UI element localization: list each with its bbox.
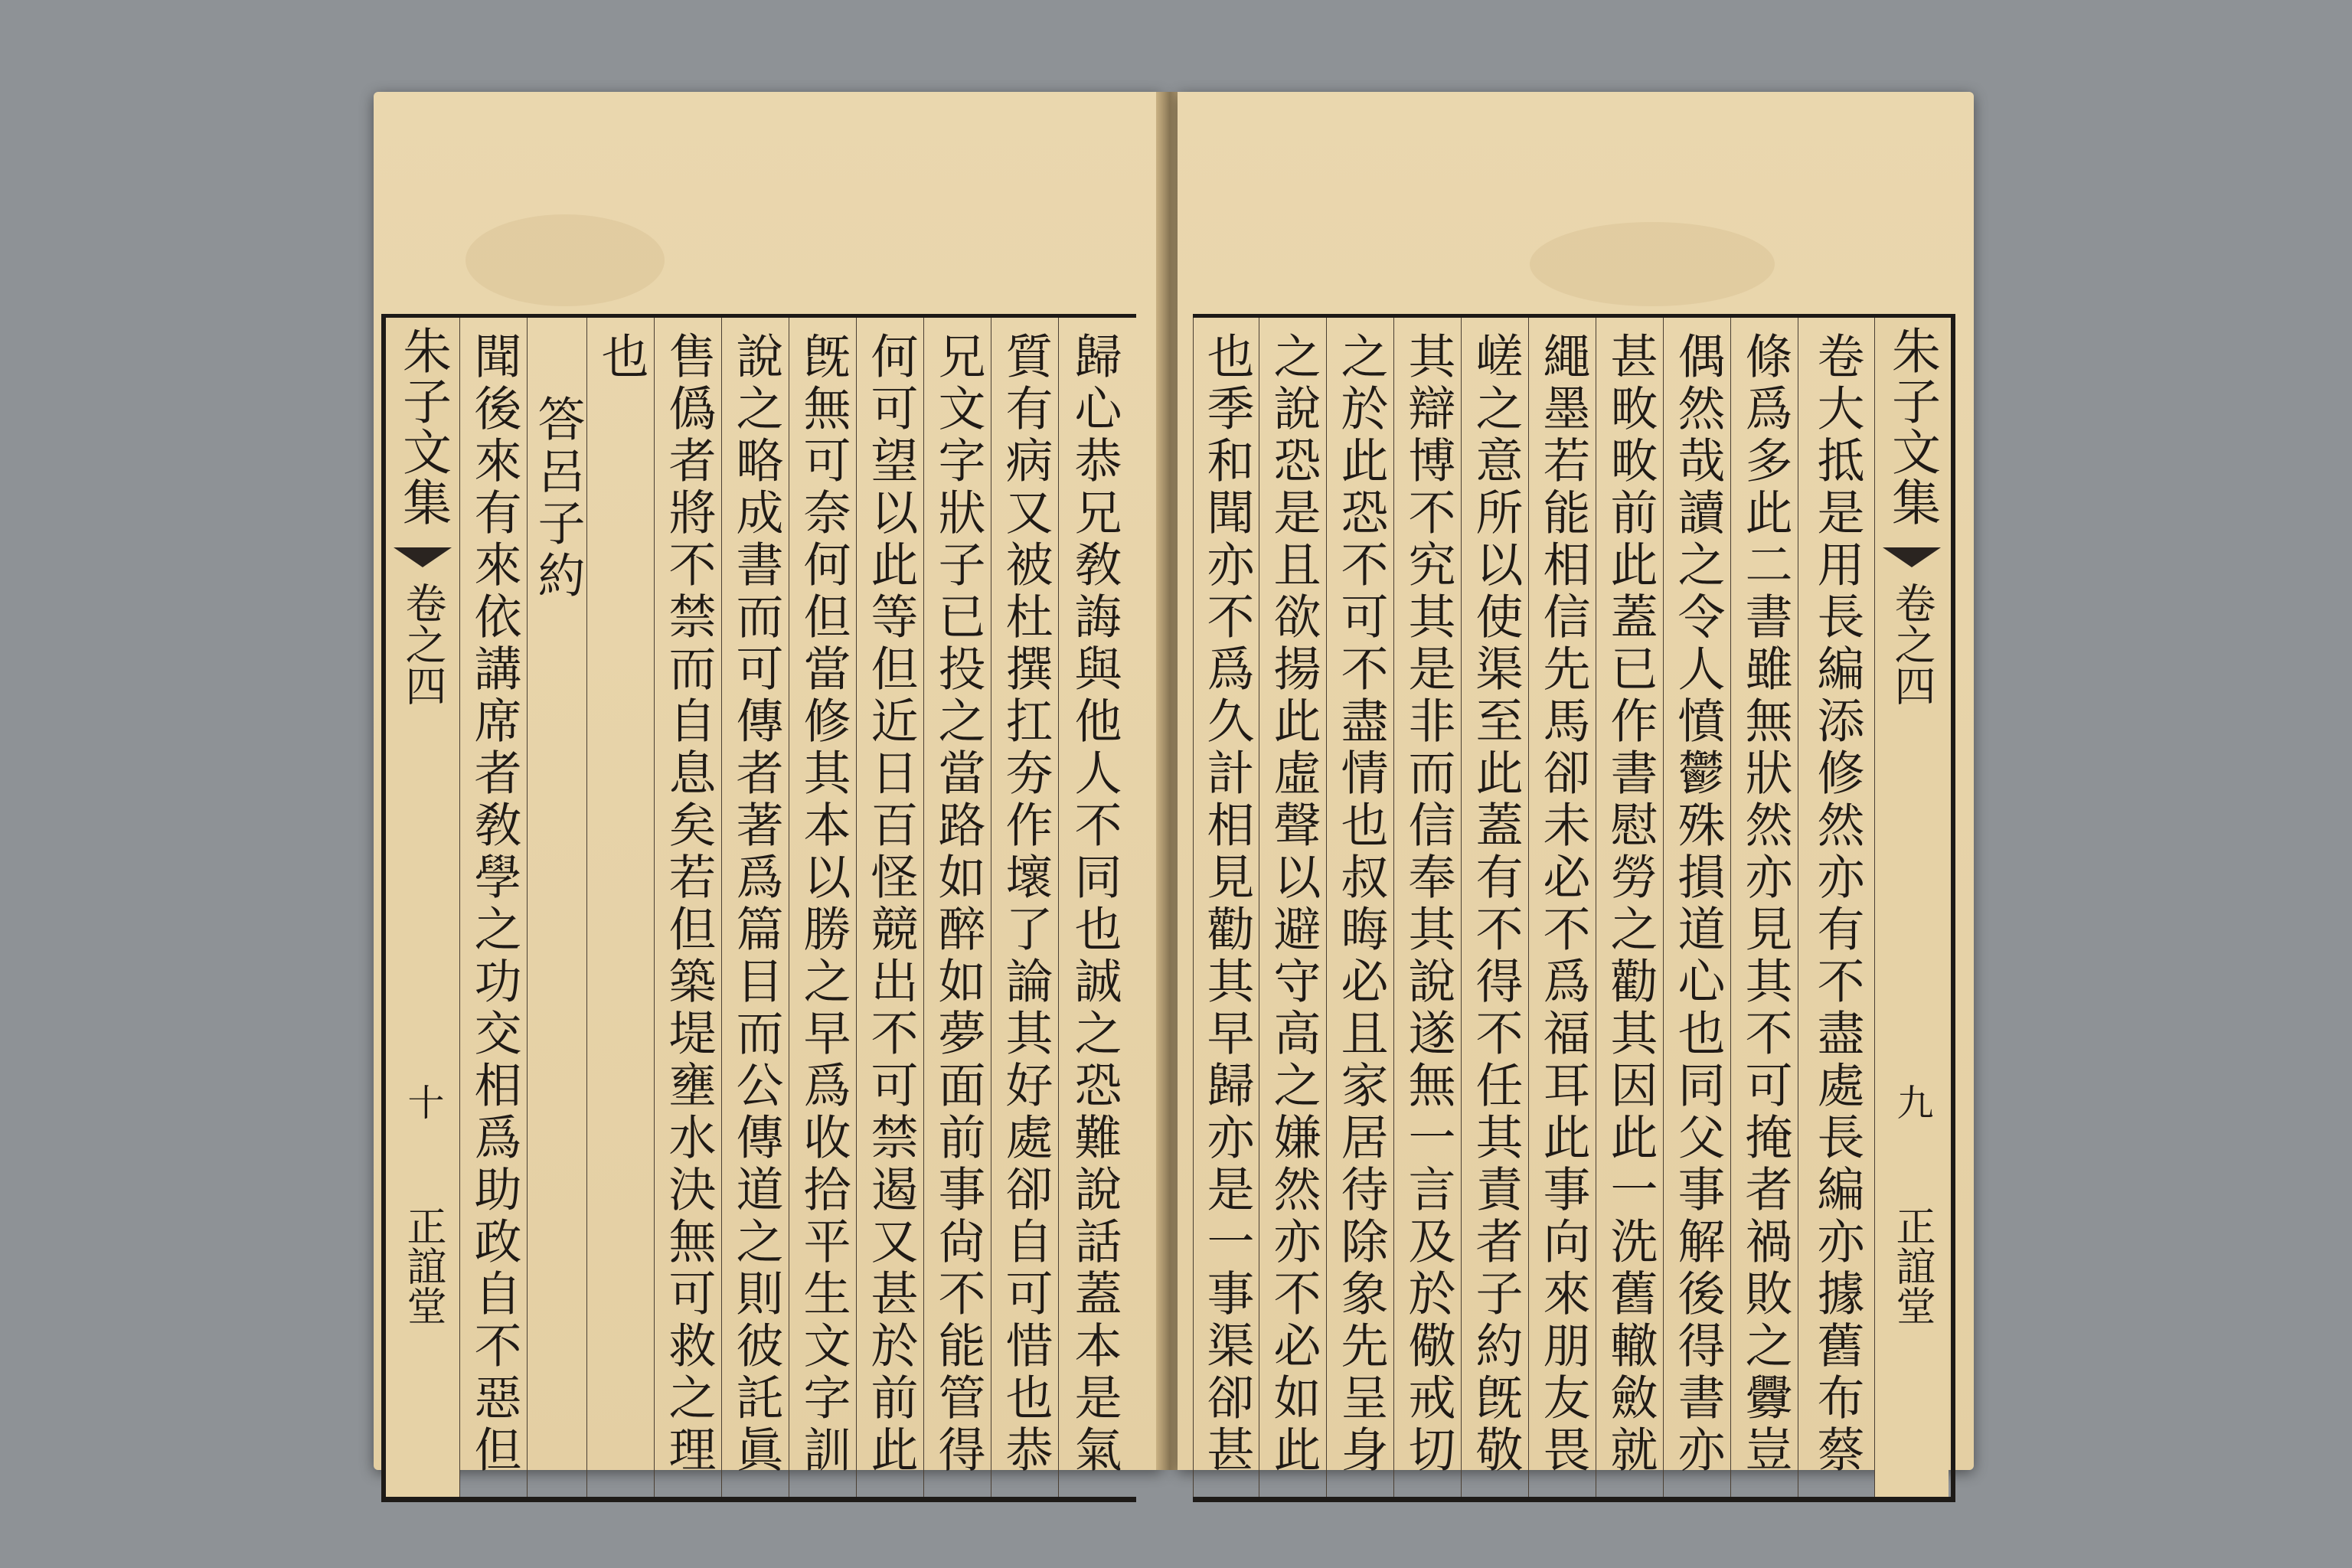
column-text: 質有病又被杜撰扛夯作壞了論其好處卻自可惜也恭 [998,332,1054,1477]
letter-heading: 答呂子約 [530,394,586,603]
volume-label: 卷之四 [399,582,447,706]
publisher-name: 正誼堂 [400,1206,446,1325]
column-text: 歸心恭兄敎誨與他人不同也誠之恐難說話蓋本是氣 [1067,332,1122,1477]
text-column [586,318,655,1497]
paper-stain [1530,222,1775,306]
left-text-frame [381,314,1136,1502]
left-margin-strip [386,318,459,1497]
text-column [1663,318,1731,1497]
text-column [721,318,789,1497]
text-column [1461,318,1529,1497]
right-page [1178,92,1974,1477]
paper-stain [466,214,665,306]
column-text: 旣無可奈何但當修其本以勝之早爲收拾平生文字訓 [795,332,851,1477]
text-column [1393,318,1462,1497]
folio-number: 九 [1890,1083,1933,1120]
column-text: 也季和聞亦不爲久計相見勸其早歸亦是一事渠卻甚 [1199,332,1255,1477]
column-text: 也 [593,332,649,384]
publisher-name: 正誼堂 [1889,1206,1935,1325]
text-column [856,318,924,1497]
text-column [1259,318,1327,1497]
column-text: 嵯之意所以使渠至此蓋有不得不任其責者子約旣敬 [1468,332,1524,1477]
text-column [1058,318,1129,1497]
right-text-frame [1193,314,1955,1502]
text-column [1528,318,1596,1497]
column-text: 說之略成書而可傳者著爲篇目而公傳道之則彼託眞 [728,332,784,1477]
text-column [1730,318,1798,1497]
column-text: 之於此恐不可不盡情也叔晦必且家居待除象先呈身 [1333,332,1389,1477]
text-column [923,318,991,1497]
book-title: 朱子文集 [1883,325,1940,528]
column-text: 售僞者將不禁而自息矣若但築堤壅水決無可救之理 [661,332,717,1477]
fish-tail-mark [1883,547,1941,567]
open-book [374,92,1974,1477]
text-column [1596,318,1664,1497]
text-column [789,318,857,1497]
folio-number: 十 [401,1083,444,1120]
left-page [374,92,1162,1477]
text-column [1193,318,1259,1497]
text-column [1798,318,1875,1497]
column-text: 偶然哉讀之令人憤鬱殊損道心也同父事解後得書亦 [1670,332,1726,1477]
column-text: 繩墨若能相信先馬卻未必不爲福耳此事向來朋友畏 [1535,332,1591,1477]
fish-tail-mark [394,547,452,567]
column-text: 何可望以此等但近日百怪競出不可禁遏又甚於前此 [863,332,919,1477]
volume-label: 卷之四 [1888,582,1936,706]
column-text: 聞後來有來依講席者敎學之功交相爲助政自不惡但 [466,332,522,1477]
letter-heading-column [527,318,587,1497]
column-text: 兄文字狀子已投之當路如醉如夢面前事尙不能管得 [930,332,986,1477]
text-column [1326,318,1394,1497]
text-column [991,318,1059,1497]
text-column [459,318,528,1497]
right-margin-strip [1874,318,1949,1497]
column-text: 條爲多此二書雖無狀然亦見其不可掩者禍敗之釁豈 [1737,332,1793,1477]
column-text: 其辯博不究其是非而信奉其說遂無一言及於儆戒切 [1400,332,1456,1477]
column-text: 之說恐是且欲揚此虛聲以避守高之嫌然亦不必如此 [1266,332,1321,1477]
column-text: 卷大抵是用長編添修然亦有不盡處長編亦據舊布蔡 [1809,332,1865,1477]
column-text: 甚畋畋前此蓋已作書慰勞之勸其因此一洗舊轍斂就 [1602,332,1658,1477]
book-title: 朱子文集 [394,325,451,528]
text-column [654,318,722,1497]
